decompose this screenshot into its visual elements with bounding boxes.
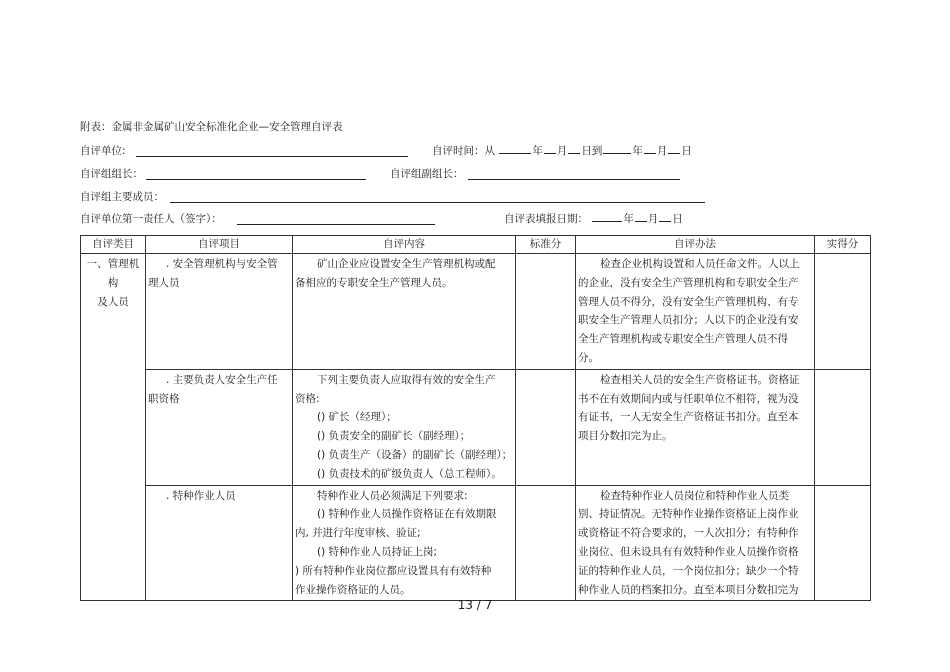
content-line: 下列主要负责人应取得有效的安全生产 xyxy=(317,373,496,386)
method-cell xyxy=(576,369,815,485)
to-month-field[interactable] xyxy=(644,143,656,154)
method-line: 全生产管理机构或专职安全生产管理人员不得 xyxy=(578,333,788,346)
content-cell xyxy=(293,485,516,601)
page-number: 13 / 7 xyxy=(457,598,493,612)
actual-score-cell[interactable] xyxy=(815,369,871,485)
header-actual-score: 实得分 xyxy=(815,236,871,254)
document-title: 附表：金属非金属矿山安全标准化企业—安全管理自评表 xyxy=(80,121,343,133)
table-row xyxy=(81,254,871,370)
category-line: 一、管理机构 xyxy=(86,258,140,289)
day-unit: 日 xyxy=(672,213,683,225)
method-line: 别、持证情况。无特种作业操作资格证上岗作业 xyxy=(578,508,799,521)
content-line: 特种作业人员必须满足下列要求: xyxy=(317,489,468,502)
self-evaluation-table xyxy=(80,235,871,601)
day-to-unit: 日到 xyxy=(581,145,603,157)
unit-field[interactable] xyxy=(136,156,408,157)
method-cell xyxy=(576,485,815,601)
day-unit: 日 xyxy=(681,145,692,157)
method-line: 证的特种作业人员，一个岗位扣分；缺少一个特 xyxy=(578,564,799,577)
method-line: 的企业，没有安全生产管理机构和专职安全生产 xyxy=(578,276,799,289)
method-line: 种作业人员的档案扣分。直至本项目分数扣完为 xyxy=(578,583,799,596)
standard-score-cell[interactable] xyxy=(516,254,576,370)
year-unit: 年 xyxy=(623,213,634,225)
leader-field[interactable] xyxy=(146,179,366,180)
table-row xyxy=(81,485,871,601)
time-field-group xyxy=(432,143,692,158)
unit-label: 自评单位: xyxy=(80,145,126,157)
report-date-group xyxy=(504,211,683,226)
item-cell xyxy=(146,369,293,485)
method-line: 分。 xyxy=(578,351,599,364)
table-row xyxy=(81,369,871,485)
content-line: ) 所有特种作业岗位都应设置具有有效特种 xyxy=(295,564,492,577)
header-item: 自评项目 xyxy=(146,236,293,254)
content-line: 作业操作资格证的人员。 xyxy=(295,583,411,596)
vice-leader-label: 自评组副组长： xyxy=(390,168,464,180)
content-line: 资格: xyxy=(295,392,320,405)
content-line: () 负责技术的矿级负责人（总工程师）。 xyxy=(317,467,502,480)
vice-leader-field[interactable] xyxy=(468,179,680,180)
members-label: 自评组主要成员： xyxy=(80,191,164,203)
month-unit: 月 xyxy=(647,213,659,225)
content-cell xyxy=(293,369,516,485)
content-line: 内, 并进行年度审核、验证; xyxy=(295,527,421,540)
from-month-field[interactable] xyxy=(544,143,556,154)
content-line: () 负责生产（设备）的副矿长（副经理）； xyxy=(317,448,513,461)
year-unit: 年 xyxy=(532,145,543,157)
method-line: 检查相关人员的安全生产资格证书。资格证 xyxy=(600,373,800,386)
method-line: 职安全生产管理人员扣分；人以下的企业没有安 xyxy=(578,314,799,327)
item-line: . 安全管理机构与安全管 xyxy=(166,258,278,270)
year-unit: 年 xyxy=(632,145,643,157)
standard-score-cell[interactable] xyxy=(516,369,576,485)
method-line: 业岗位、但未设具有有效特种作业人员操作资格 xyxy=(578,545,799,558)
month-unit: 月 xyxy=(556,145,568,157)
content-line: 备相应的专职安全生产管理人员。 xyxy=(295,276,453,289)
actual-score-cell[interactable] xyxy=(815,485,871,601)
members-field[interactable] xyxy=(170,202,705,203)
to-year-field[interactable] xyxy=(603,143,631,154)
method-cell xyxy=(576,254,815,370)
item-line: . 特种作业人员 xyxy=(166,489,236,502)
report-month-field[interactable] xyxy=(635,211,647,222)
from-year-field[interactable] xyxy=(499,143,531,154)
content-line: 矿山企业应设置安全生产管理机构或配 xyxy=(317,258,496,270)
content-line: () 特种作业人员持证上岗; xyxy=(317,545,438,558)
report-year-field[interactable] xyxy=(592,211,622,222)
to-day-field[interactable] xyxy=(668,143,680,154)
method-line: 项目分数扣完为止。 xyxy=(578,430,673,443)
actual-score-cell[interactable] xyxy=(815,254,871,370)
content-cell xyxy=(293,254,516,370)
method-line: 检查特种作业人员岗位和特种作业人员类 xyxy=(600,489,789,502)
item-cell xyxy=(146,254,293,370)
table-header-row xyxy=(81,236,871,254)
report-day-field[interactable] xyxy=(659,211,671,222)
responsible-label: 自评单位第一责任人（签字）： xyxy=(80,213,222,225)
leader-label: 自评组组长： xyxy=(80,168,143,180)
header-content: 自评内容 xyxy=(293,236,516,254)
responsible-signature-field[interactable] xyxy=(237,224,435,225)
content-line: () 矿长（经理）； xyxy=(317,411,397,424)
item-line: 理人员 xyxy=(148,276,180,289)
header-method: 自评办法 xyxy=(576,236,815,254)
item-line: . 主要负责人安全生产任 xyxy=(166,373,278,386)
method-line: 有证书，一人无安全生产资格证书扣分。直至本 xyxy=(578,411,799,424)
category-line: 及人员 xyxy=(97,295,129,308)
category-cell xyxy=(81,254,146,601)
month-unit: 月 xyxy=(656,145,668,157)
content-line: () 特种作业人员操作资格证在有效期限 xyxy=(317,508,497,521)
report-date-label: 自评表填报日期： xyxy=(504,213,588,225)
from-day-field[interactable] xyxy=(568,143,580,154)
method-line: 或资格证不符合要求的，一人次扣分；有特种作 xyxy=(578,527,799,540)
header-category: 自评类目 xyxy=(81,236,146,254)
content-line: () 负责安全的副矿长（副经理）； xyxy=(317,430,471,443)
time-label: 自评时间：从 xyxy=(432,145,495,157)
header-standard-score: 标准分 xyxy=(516,236,576,254)
method-line: 管理人员不得分，没有安全生产管理机构、有专 xyxy=(578,295,799,308)
method-line: 书不在有效期间内或与任职单位不相符，视为没 xyxy=(578,392,799,405)
item-cell xyxy=(146,485,293,601)
item-line: 职资格 xyxy=(148,392,180,405)
method-line: 检查企业机构设置和人员任命文件。人以上 xyxy=(600,258,800,270)
standard-score-cell[interactable] xyxy=(516,485,576,601)
